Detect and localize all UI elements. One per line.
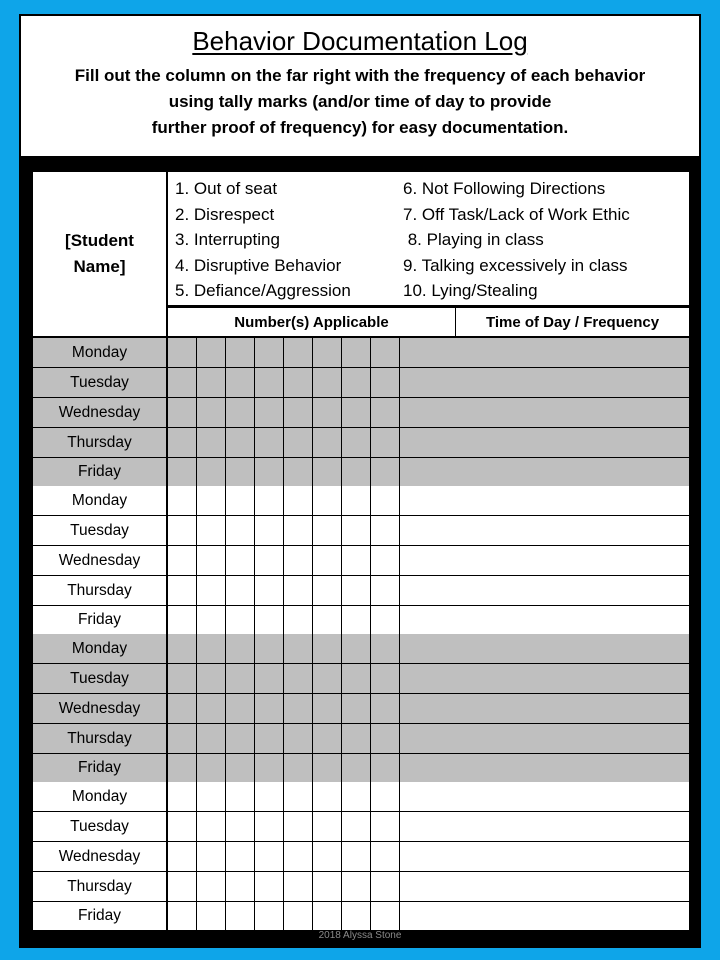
tally-cell[interactable]	[226, 576, 254, 605]
tally-cell[interactable]	[197, 724, 225, 753]
tally-cell[interactable]	[226, 606, 254, 634]
tally-cell[interactable]	[428, 694, 456, 723]
tally-cell[interactable]	[371, 546, 399, 575]
day-label: Tuesday	[33, 368, 166, 397]
tally-cell[interactable]	[255, 724, 283, 753]
tally-cell[interactable]	[313, 516, 341, 545]
tally-cell[interactable]	[400, 724, 428, 753]
tally-cell[interactable]	[168, 428, 196, 457]
tally-cell[interactable]	[400, 546, 428, 575]
student-name-cell[interactable]	[33, 172, 166, 336]
tally-cell[interactable]	[371, 486, 399, 515]
frequency-cell[interactable]	[456, 782, 689, 811]
behavior-legend	[168, 172, 689, 305]
tally-cell[interactable]	[226, 428, 254, 457]
numbers-applicable-header: Number(s) Applicable	[168, 308, 455, 336]
behavior-item: 7. Off Task/Lack of Work Ethic	[403, 204, 630, 224]
tally-cell[interactable]	[284, 606, 312, 634]
tally-cell[interactable]	[255, 812, 283, 841]
day-label: Monday	[33, 782, 166, 811]
tally-cell[interactable]	[226, 368, 254, 397]
tally-cell[interactable]	[284, 486, 312, 515]
behavior-item: 8. Playing in class	[403, 230, 544, 249]
tally-cell[interactable]	[284, 516, 312, 545]
tally-cell[interactable]	[313, 576, 341, 605]
frequency-cell[interactable]	[456, 754, 689, 782]
frequency-cell[interactable]	[456, 902, 689, 930]
tally-cell[interactable]	[371, 428, 399, 457]
day-label: Wednesday	[33, 398, 166, 427]
tally-cell[interactable]	[400, 634, 428, 663]
behavior-item: 4. Disruptive Behavior	[175, 255, 342, 275]
tally-cell[interactable]	[226, 754, 254, 782]
tally-cell[interactable]	[197, 338, 225, 367]
tally-cell[interactable]	[197, 546, 225, 575]
tally-cell[interactable]	[371, 754, 399, 782]
tally-cell[interactable]	[284, 902, 312, 930]
day-label: Wednesday	[33, 546, 166, 575]
tally-cell[interactable]	[371, 398, 399, 427]
frequency-cell[interactable]	[456, 634, 689, 663]
tally-cell[interactable]	[226, 338, 254, 367]
tally-cell[interactable]	[313, 338, 341, 367]
tally-cell[interactable]	[284, 398, 312, 427]
tally-cell[interactable]	[197, 754, 225, 782]
tally-cell[interactable]	[313, 606, 341, 634]
tally-cell[interactable]	[342, 782, 370, 811]
tally-cell[interactable]	[400, 812, 428, 841]
tally-cell[interactable]	[168, 724, 196, 753]
tally-cell[interactable]	[313, 664, 341, 693]
tally-cell[interactable]	[313, 694, 341, 723]
tally-cell[interactable]	[400, 842, 428, 871]
day-label: Tuesday	[33, 664, 166, 693]
tally-cell[interactable]	[197, 486, 225, 515]
tally-cell[interactable]	[428, 634, 456, 663]
tally-cell[interactable]	[428, 664, 456, 693]
tally-cell[interactable]	[284, 458, 312, 486]
tally-cell[interactable]	[428, 546, 456, 575]
frequency-cell[interactable]	[456, 606, 689, 634]
behavior-item: 9. Talking excessively in class	[403, 255, 628, 275]
tally-cell[interactable]	[371, 634, 399, 663]
tally-cell[interactable]	[428, 486, 456, 515]
tally-cell[interactable]	[313, 486, 341, 515]
tally-cell[interactable]	[400, 428, 428, 457]
tally-cell[interactable]	[284, 368, 312, 397]
behavior-item: 1. Out of seat	[175, 179, 278, 198]
day-label: Thursday	[33, 872, 166, 901]
tally-cell[interactable]	[400, 338, 428, 367]
tally-cell[interactable]	[226, 634, 254, 663]
tally-cell[interactable]	[400, 516, 428, 545]
tally-cell[interactable]	[168, 872, 196, 901]
tally-cell[interactable]	[428, 754, 456, 782]
tally-cell[interactable]	[313, 872, 341, 901]
tally-cell[interactable]	[371, 694, 399, 723]
tally-cell[interactable]	[342, 902, 370, 930]
tally-cell[interactable]	[168, 902, 196, 930]
tally-cell[interactable]	[226, 694, 254, 723]
frequency-cell[interactable]	[456, 812, 689, 841]
tally-cell[interactable]	[400, 694, 428, 723]
tally-cell[interactable]	[342, 368, 370, 397]
tally-cell[interactable]	[255, 576, 283, 605]
tally-cell[interactable]	[168, 458, 196, 486]
tally-cell[interactable]	[226, 458, 254, 486]
tally-cell[interactable]	[371, 724, 399, 753]
tally-cell[interactable]	[226, 902, 254, 930]
tally-cell[interactable]	[284, 842, 312, 871]
copyright-footer: 2018 Alyssa Stone	[318, 930, 402, 941]
tally-cell[interactable]	[168, 486, 196, 515]
tally-cell[interactable]	[400, 368, 428, 397]
tally-cell[interactable]	[226, 724, 254, 753]
frequency-cell[interactable]	[456, 724, 689, 753]
tally-cell[interactable]	[428, 516, 456, 545]
tally-cell[interactable]	[197, 458, 225, 486]
tally-cell[interactable]	[197, 634, 225, 663]
tally-cell[interactable]	[428, 724, 456, 753]
tally-cell[interactable]	[342, 428, 370, 457]
day-label: Friday	[33, 458, 166, 486]
tally-cell[interactable]	[342, 812, 370, 841]
tally-cell[interactable]	[371, 872, 399, 901]
day-label: Wednesday	[33, 842, 166, 871]
tally-cell[interactable]	[342, 576, 370, 605]
tally-cell[interactable]	[342, 398, 370, 427]
tally-cell[interactable]	[371, 842, 399, 871]
tally-cell[interactable]	[255, 782, 283, 811]
tally-cell[interactable]	[255, 338, 283, 367]
tally-cell[interactable]	[255, 872, 283, 901]
tally-cell[interactable]	[255, 546, 283, 575]
tally-cell[interactable]	[371, 338, 399, 367]
tally-cell[interactable]	[313, 634, 341, 663]
page-title: Behavior Documentation Log	[192, 26, 528, 56]
day-label: Friday	[33, 606, 166, 634]
tally-cell[interactable]	[342, 754, 370, 782]
tally-cell[interactable]	[226, 398, 254, 427]
frequency-cell[interactable]	[456, 516, 689, 545]
tally-cell[interactable]	[226, 546, 254, 575]
header-panel	[21, 16, 699, 156]
tally-cell[interactable]	[255, 398, 283, 427]
tally-cell[interactable]	[284, 634, 312, 663]
tally-cell[interactable]	[371, 458, 399, 486]
tally-cell[interactable]	[226, 486, 254, 515]
behavior-item: 5. Defiance/Aggression	[175, 281, 351, 300]
frequency-cell[interactable]	[456, 576, 689, 605]
tally-cell[interactable]	[284, 576, 312, 605]
tally-cell[interactable]	[284, 782, 312, 811]
tally-cell[interactable]	[197, 902, 225, 930]
tally-cell[interactable]	[255, 634, 283, 663]
tally-cell[interactable]	[284, 664, 312, 693]
frequency-cell[interactable]	[456, 368, 689, 397]
tally-cell[interactable]	[313, 428, 341, 457]
tally-cell[interactable]	[400, 664, 428, 693]
tally-cell[interactable]	[226, 842, 254, 871]
tally-cell[interactable]	[168, 516, 196, 545]
tally-cell[interactable]	[226, 872, 254, 901]
tally-cell[interactable]	[371, 516, 399, 545]
tally-cell[interactable]	[284, 754, 312, 782]
tally-cell[interactable]	[342, 516, 370, 545]
frequency-cell[interactable]	[456, 398, 689, 427]
behavior-item: 6. Not Following Directions	[403, 179, 606, 198]
frequency-cell[interactable]	[456, 872, 689, 901]
tally-cell[interactable]	[400, 458, 428, 486]
tally-cell[interactable]	[400, 606, 428, 634]
day-label: Monday	[33, 486, 166, 515]
tally-cell[interactable]	[197, 842, 225, 871]
tally-cell[interactable]	[428, 368, 456, 397]
tally-cell[interactable]	[400, 754, 428, 782]
log-table	[31, 170, 691, 930]
tally-cell[interactable]	[313, 398, 341, 427]
frequency-cell[interactable]	[456, 694, 689, 723]
tally-cell[interactable]	[168, 606, 196, 634]
tally-cell[interactable]	[428, 576, 456, 605]
tally-cell[interactable]	[197, 664, 225, 693]
tally-cell[interactable]	[313, 812, 341, 841]
behavior-item: 2. Disrespect	[175, 204, 275, 224]
frequency-cell[interactable]	[456, 664, 689, 693]
tally-cell[interactable]	[168, 782, 196, 811]
tally-cell[interactable]	[197, 606, 225, 634]
tally-cell[interactable]	[168, 664, 196, 693]
tally-cell[interactable]	[168, 546, 196, 575]
tally-cell[interactable]	[428, 458, 456, 486]
tally-cell[interactable]	[168, 576, 196, 605]
tally-cell[interactable]	[313, 546, 341, 575]
tally-cell[interactable]	[313, 368, 341, 397]
tally-cell[interactable]	[371, 782, 399, 811]
instruction-line: using tally marks (and/or time of day to provide	[168, 92, 552, 111]
tally-cell[interactable]	[342, 694, 370, 723]
tally-cell[interactable]	[168, 694, 196, 723]
tally-cell[interactable]	[371, 576, 399, 605]
instructions	[21, 63, 699, 141]
tally-cell[interactable]	[226, 664, 254, 693]
tally-cell[interactable]	[197, 576, 225, 605]
tally-cell[interactable]	[342, 606, 370, 634]
tally-cell[interactable]	[342, 486, 370, 515]
tally-cell[interactable]	[197, 872, 225, 901]
tally-cell[interactable]	[255, 754, 283, 782]
tally-cell[interactable]	[284, 694, 312, 723]
student-label-line: [Student	[65, 231, 134, 250]
tally-cell[interactable]	[428, 902, 456, 930]
tally-cell[interactable]	[255, 458, 283, 486]
tally-cell[interactable]	[342, 664, 370, 693]
tally-cell[interactable]	[428, 338, 456, 367]
tally-cell[interactable]	[428, 872, 456, 901]
tally-cell[interactable]	[342, 338, 370, 367]
frequency-cell[interactable]	[456, 458, 689, 486]
tally-cell[interactable]	[197, 812, 225, 841]
tally-cell[interactable]	[226, 812, 254, 841]
day-label: Monday	[33, 338, 166, 367]
tally-cell[interactable]	[313, 724, 341, 753]
tally-cell[interactable]	[313, 842, 341, 871]
tally-cell[interactable]	[342, 458, 370, 486]
tally-cell[interactable]	[197, 516, 225, 545]
tally-cell[interactable]	[428, 428, 456, 457]
tally-cell[interactable]	[428, 842, 456, 871]
tally-cell[interactable]	[428, 812, 456, 841]
tally-cell[interactable]	[255, 606, 283, 634]
day-label: Friday	[33, 754, 166, 782]
tally-cell[interactable]	[400, 576, 428, 605]
tally-cell[interactable]	[342, 546, 370, 575]
time-frequency-header: Time of Day / Frequency	[456, 308, 689, 336]
tally-cell[interactable]	[342, 872, 370, 901]
frequency-cell[interactable]	[456, 428, 689, 457]
day-label: Wednesday	[33, 694, 166, 723]
tally-cell[interactable]	[400, 398, 428, 427]
day-label: Friday	[33, 902, 166, 930]
tally-cell[interactable]	[371, 368, 399, 397]
tally-cell[interactable]	[255, 694, 283, 723]
tally-cell[interactable]	[168, 398, 196, 427]
behavior-item: 10. Lying/Stealing	[403, 281, 538, 300]
tally-cell[interactable]	[168, 842, 196, 871]
tally-cell[interactable]	[284, 812, 312, 841]
instruction-line: further proof of frequency) for easy documentation.	[151, 118, 569, 137]
tally-cell[interactable]	[284, 872, 312, 901]
tally-cell[interactable]	[313, 754, 341, 782]
tally-cell[interactable]	[168, 754, 196, 782]
tally-cell[interactable]	[371, 812, 399, 841]
day-label: Thursday	[33, 576, 166, 605]
frequency-cell[interactable]	[456, 546, 689, 575]
tally-cell[interactable]	[197, 782, 225, 811]
tally-cell[interactable]	[284, 428, 312, 457]
day-label: Thursday	[33, 428, 166, 457]
tally-cell[interactable]	[400, 486, 428, 515]
tally-cell[interactable]	[428, 782, 456, 811]
tally-cell[interactable]	[428, 398, 456, 427]
behavior-item: 3. Interrupting	[175, 230, 280, 249]
tally-cell[interactable]	[400, 902, 428, 930]
tally-cell[interactable]	[197, 428, 225, 457]
tally-cell[interactable]	[168, 338, 196, 367]
frequency-cell[interactable]	[456, 338, 689, 367]
tally-cell[interactable]	[226, 782, 254, 811]
instruction-line: Fill out the column on the far right with the frequency of each behavior	[74, 66, 646, 85]
tally-cell[interactable]	[197, 398, 225, 427]
tally-cell[interactable]	[255, 664, 283, 693]
tally-cell[interactable]	[255, 902, 283, 930]
tally-cell[interactable]	[400, 872, 428, 901]
tally-cell[interactable]	[371, 664, 399, 693]
tally-cell[interactable]	[342, 634, 370, 663]
tally-cell[interactable]	[313, 782, 341, 811]
tally-cell[interactable]	[342, 842, 370, 871]
tally-cell[interactable]	[197, 694, 225, 723]
tally-cell[interactable]	[371, 902, 399, 930]
tally-cell[interactable]	[255, 486, 283, 515]
tally-cell[interactable]	[313, 902, 341, 930]
tally-cell[interactable]	[284, 338, 312, 367]
tally-cell[interactable]	[255, 842, 283, 871]
tally-cell[interactable]	[168, 812, 196, 841]
tally-cell[interactable]	[284, 724, 312, 753]
tally-cell[interactable]	[255, 428, 283, 457]
tally-cell[interactable]	[400, 782, 428, 811]
frequency-cell[interactable]	[456, 842, 689, 871]
day-label: Monday	[33, 634, 166, 663]
tally-cell[interactable]	[168, 634, 196, 663]
student-label-line: Name]	[73, 257, 126, 276]
tally-cell[interactable]	[428, 606, 456, 634]
tally-cell[interactable]	[284, 546, 312, 575]
day-label: Thursday	[33, 724, 166, 753]
tally-cell[interactable]	[226, 516, 254, 545]
tally-cell[interactable]	[197, 368, 225, 397]
tally-cell[interactable]	[371, 606, 399, 634]
day-label: Tuesday	[33, 812, 166, 841]
tally-cell[interactable]	[313, 458, 341, 486]
tally-cell[interactable]	[255, 516, 283, 545]
frequency-cell[interactable]	[456, 486, 689, 515]
tally-cell[interactable]	[255, 368, 283, 397]
day-label: Tuesday	[33, 516, 166, 545]
tally-cell[interactable]	[168, 368, 196, 397]
tally-cell[interactable]	[342, 724, 370, 753]
